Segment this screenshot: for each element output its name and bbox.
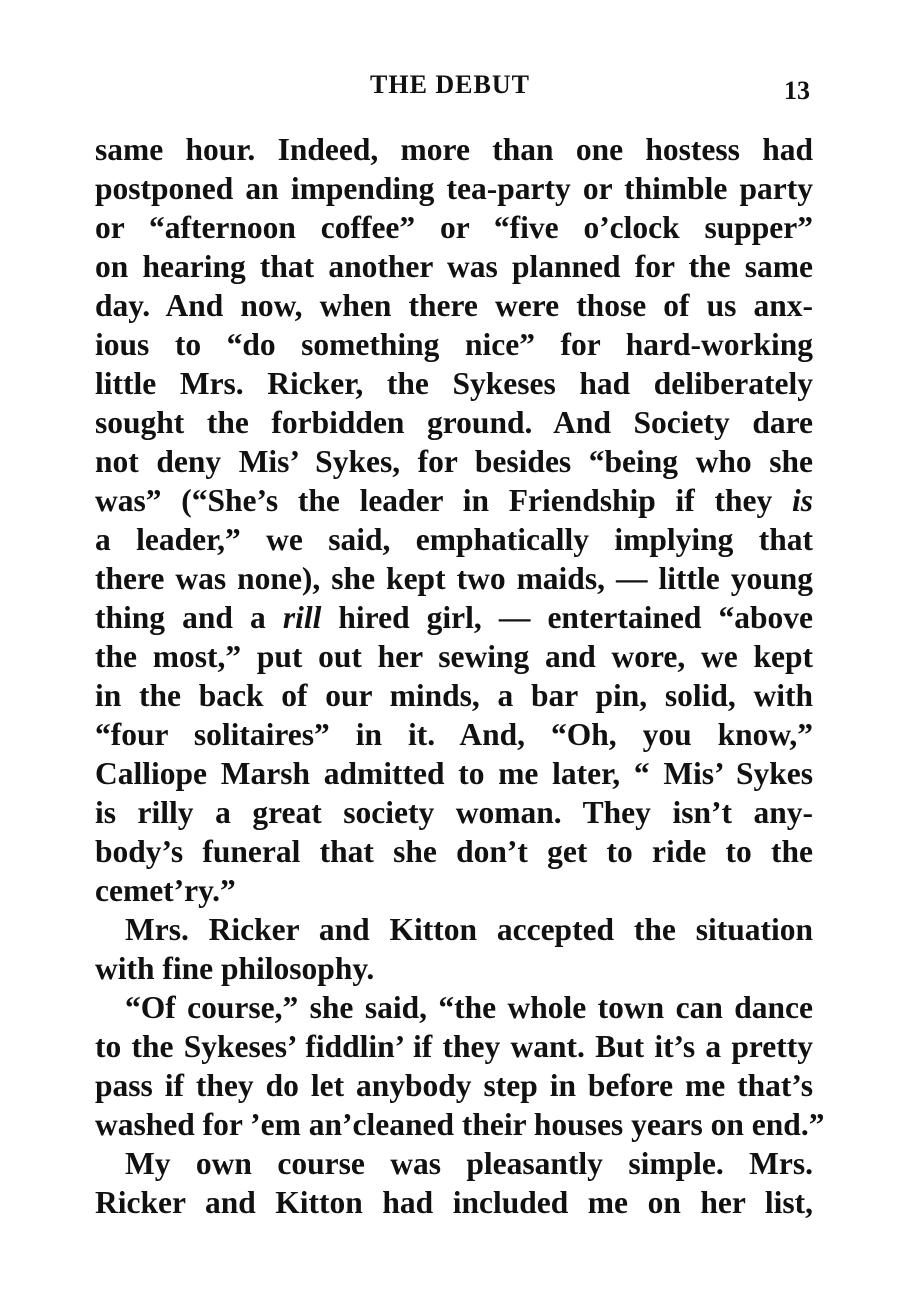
paragraph-start-line: “Of course,” she said, “the whole town can dance	[125, 990, 813, 1025]
running-title: THE DEBUT	[370, 70, 530, 99]
text-line: to the Sykeses’ fiddlin’ if they want. But it’s a pretty	[95, 1029, 813, 1064]
text-line: postponed an impending tea-party or thimble party	[95, 171, 813, 206]
text-line: was” (“She’s the leader in Friendship if they is	[95, 483, 813, 518]
text-line: Ricker and Kitton had included me on her list,	[95, 1185, 813, 1220]
text-line: thing and a rill hired girl, — entertained “above	[95, 600, 813, 635]
text-line: not deny Mis’ Sykes, for besides “being who she	[95, 444, 813, 479]
text-line: same hour. Indeed, more than one hostess had	[95, 132, 813, 167]
text-line: with fine philosophy.	[95, 951, 375, 986]
page-number: 13	[784, 76, 810, 105]
text-line: pass if they do let anybody step in before me that’s	[95, 1068, 813, 1103]
text-line: there was none), she kept two maids, — little young	[95, 561, 813, 596]
text-line: a leader,” we said, emphatically implying that	[95, 522, 813, 557]
text-line: cemet’ry.”	[95, 873, 236, 908]
text-line: ious to “do something nice” for hard-working	[95, 327, 813, 362]
text-line: on hearing that another was planned for the same	[95, 249, 813, 284]
text-line: “four solitaires” in it. And, “Oh, you know,”	[95, 717, 813, 752]
text-line: sought the forbidden ground. And Society dare	[95, 405, 813, 440]
text-line: or “afternoon coffee” or “five o’clock supper”	[95, 210, 813, 245]
running-head	[0, 70, 900, 110]
italic-word: is	[791, 483, 813, 518]
text-line: washed for ’em an’cleaned their houses years on end.”	[95, 1107, 825, 1142]
text-line: the most,” put out her sewing and wore, we kept	[95, 639, 813, 674]
text-line: is rilly a great society woman. They isn’t any-	[95, 795, 813, 830]
text-line: body’s funeral that she don’t get to ride to the	[95, 834, 813, 869]
text-line: day. And now, when there were those of us anx-	[95, 288, 813, 323]
text-line: in the back of our minds, a bar pin, solid, with	[95, 678, 813, 713]
body-text	[95, 130, 825, 1222]
text-line: Calliope Marsh admitted to me later, “ Mis’ Sykes	[95, 756, 813, 791]
text-line: little Mrs. Ricker, the Sykeses had deliberately	[95, 366, 813, 401]
paragraph-start-line: Mrs. Ricker and Kitton accepted the situation	[125, 912, 813, 947]
paragraph-start-line: My own course was pleasantly simple. Mrs.	[125, 1146, 813, 1181]
italic-word: rill	[282, 600, 322, 635]
